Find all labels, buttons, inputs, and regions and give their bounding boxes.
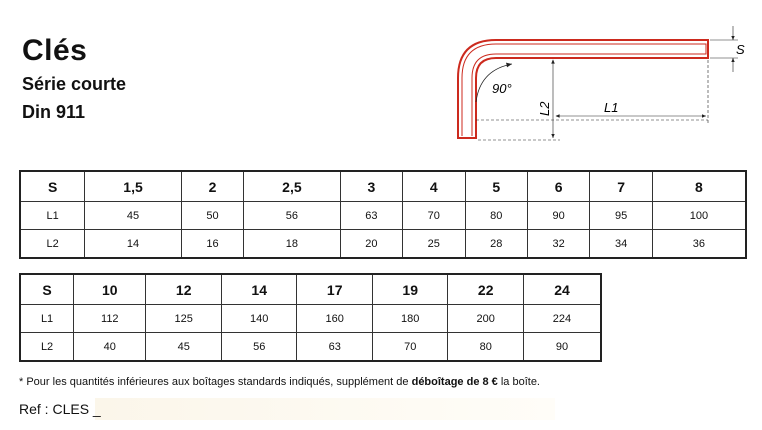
table-cell: 32 <box>527 230 589 259</box>
table-row-l1 <box>20 305 601 333</box>
l2-label: L2 <box>537 101 552 116</box>
footnote-text: * Pour les quantités inférieures aux boîtages standards indiqués, supplément de <box>19 376 412 388</box>
table-row-l2 <box>20 230 746 259</box>
table-cell: 90 <box>523 333 601 362</box>
table-cell: 80 <box>465 202 527 230</box>
table-cell: 180 <box>372 305 448 333</box>
header-cell: 10 <box>74 274 146 305</box>
header-cell: 14 <box>221 274 297 305</box>
row-label: L2 <box>20 333 74 362</box>
table-cell: 45 <box>85 202 181 230</box>
table-cell: 25 <box>403 230 465 259</box>
header-cell: 19 <box>372 274 448 305</box>
table-cell: 90 <box>527 202 589 230</box>
table-cell: 45 <box>146 333 222 362</box>
table-cell: 36 <box>652 230 746 259</box>
header-cell: 2,5 <box>244 171 340 202</box>
table-cell: 63 <box>340 202 402 230</box>
header-cell: 8 <box>652 171 746 202</box>
table-cell: 224 <box>523 305 601 333</box>
table-cell: 18 <box>244 230 340 259</box>
row-label: L1 <box>20 202 85 230</box>
hex-key-diagram <box>440 20 760 160</box>
table-cell: 200 <box>448 305 524 333</box>
header-cell-s: S <box>20 274 74 305</box>
table-cell: 95 <box>590 202 652 230</box>
footnote <box>19 376 540 388</box>
header-cell: 3 <box>340 171 402 202</box>
table-cell: 14 <box>85 230 181 259</box>
table-cell: 70 <box>403 202 465 230</box>
table-cell: 40 <box>74 333 146 362</box>
table-header-row <box>20 274 601 305</box>
table-cell: 16 <box>181 230 243 259</box>
table-row-l1 <box>20 202 746 230</box>
header-cell: 5 <box>465 171 527 202</box>
header-cell: 17 <box>297 274 373 305</box>
table-cell: 100 <box>652 202 746 230</box>
table-cell: 56 <box>221 333 297 362</box>
angle-label: 90° <box>492 81 512 96</box>
table-cell: 160 <box>297 305 373 333</box>
row-label: L1 <box>20 305 74 333</box>
page-subtitle: Série courte <box>22 74 127 94</box>
table-cell: 80 <box>448 333 524 362</box>
table-cell: 28 <box>465 230 527 259</box>
header-cell: 7 <box>590 171 652 202</box>
row-label: L2 <box>20 230 85 259</box>
l1-label: L1 <box>604 100 619 115</box>
header-cell: 2 <box>181 171 243 202</box>
reference-code: Ref : CLES _ <box>19 401 101 417</box>
table-cell: 50 <box>181 202 243 230</box>
table-cell: 34 <box>590 230 652 259</box>
header-cell: 12 <box>146 274 222 305</box>
standard-label: Din 911 <box>22 102 86 122</box>
s-label: S <box>736 42 745 57</box>
table-cell: 112 <box>74 305 146 333</box>
footnote-text-end: la boîte. <box>497 376 540 388</box>
table-cell: 140 <box>221 305 297 333</box>
table-cell: 63 <box>297 333 373 362</box>
header-cell: 1,5 <box>85 171 181 202</box>
header-cell: 22 <box>448 274 524 305</box>
table-header-row <box>20 171 746 202</box>
dimensions-table-large <box>19 273 602 362</box>
dimensions-table-small <box>19 170 747 259</box>
header-cell: 6 <box>527 171 589 202</box>
table-cell: 125 <box>146 305 222 333</box>
header-cell: 4 <box>403 171 465 202</box>
header-cell-s: S <box>20 171 85 202</box>
table-row-l2 <box>20 333 601 362</box>
reference-highlight <box>95 398 555 420</box>
header-cell: 24 <box>523 274 601 305</box>
table-cell: 70 <box>372 333 448 362</box>
footnote-emphasis: déboîtage de 8 € <box>411 376 498 388</box>
table-cell: 56 <box>244 202 340 230</box>
page-title: Clés <box>22 34 88 67</box>
table-cell: 20 <box>340 230 402 259</box>
